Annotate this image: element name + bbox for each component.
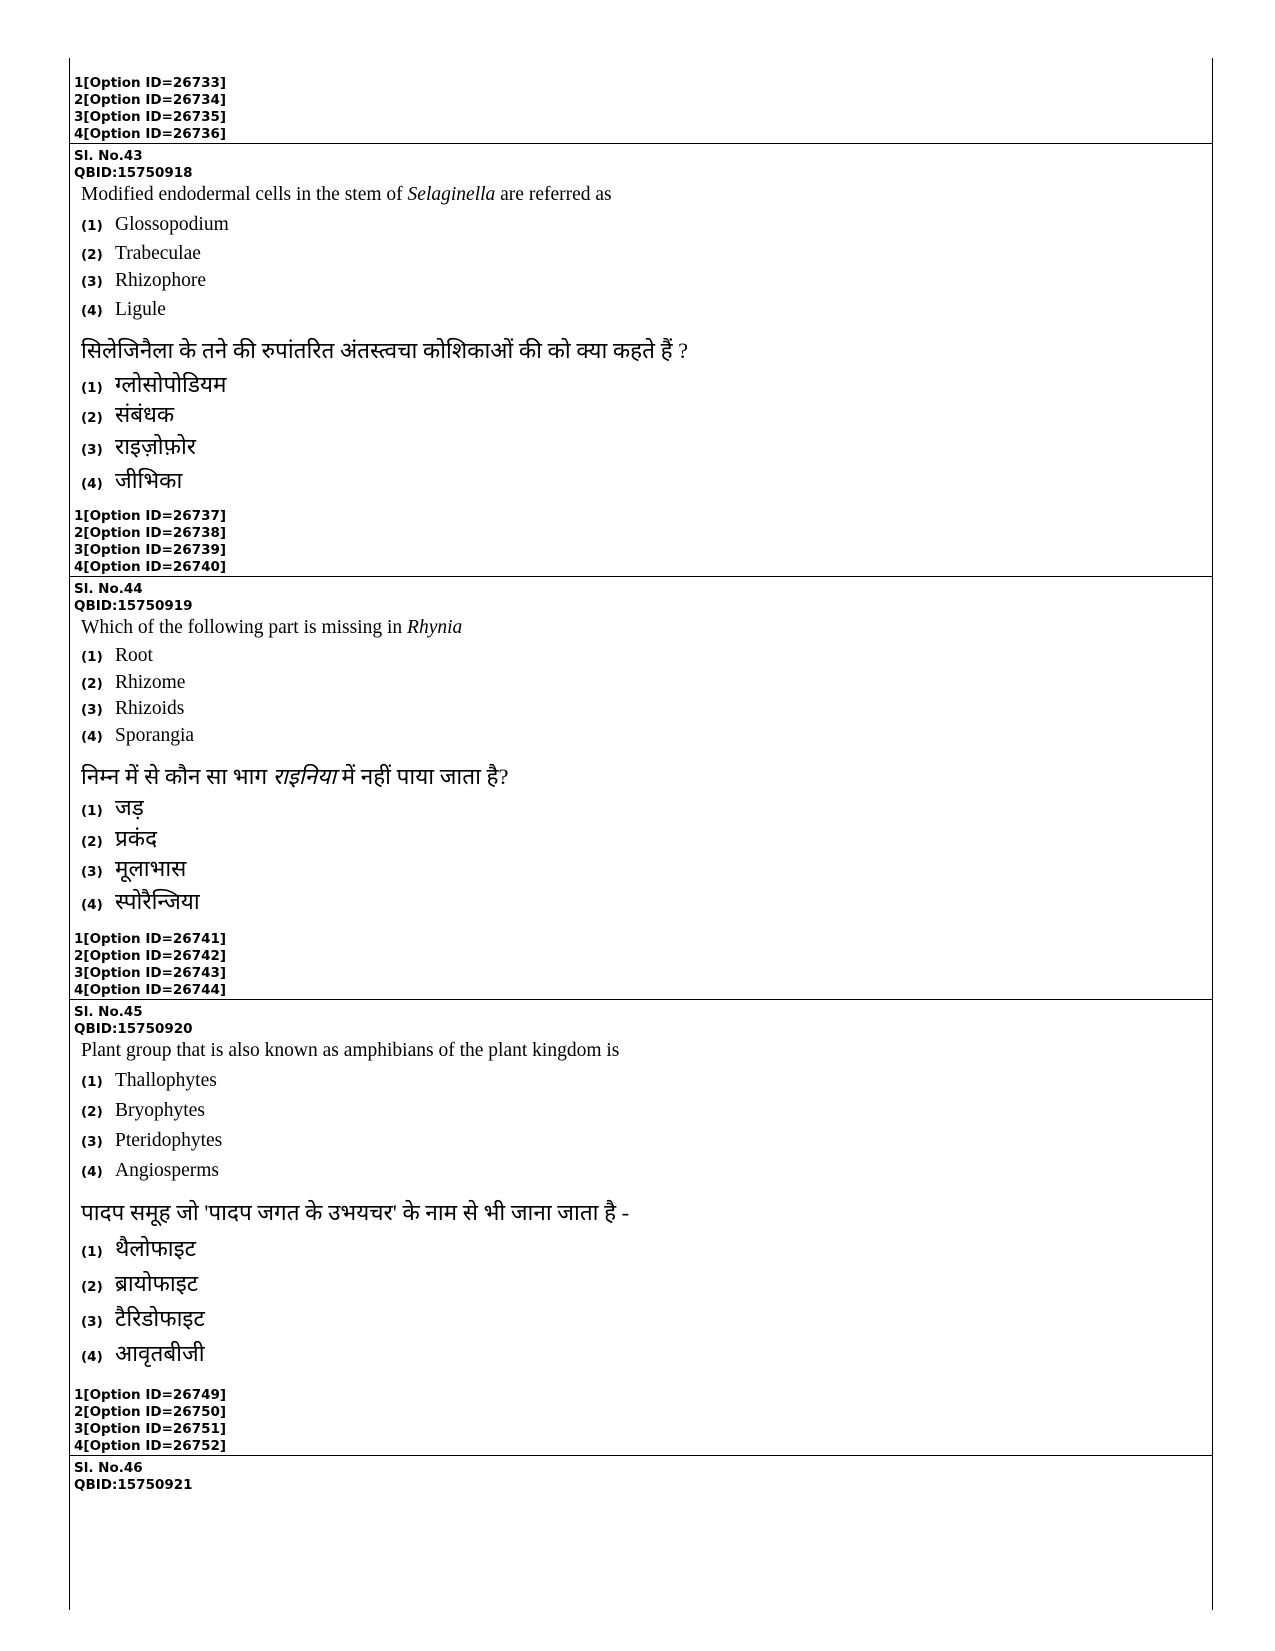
option-number: (1) — [81, 803, 103, 819]
option-id: 3[Option ID=26743] — [74, 965, 227, 981]
text-span: संबंधक — [115, 402, 175, 427]
text-span: राइज़ोफ़ोर — [115, 434, 196, 459]
option-number: (2) — [81, 247, 103, 263]
option-number: (1) — [81, 218, 103, 234]
option-number: (3) — [81, 274, 103, 290]
text-span: Which of the following part is missing in — [81, 617, 408, 638]
option-en-2 — [81, 1100, 205, 1122]
text-span: राइनिया — [272, 764, 337, 789]
serial-number: Sl. No.45 — [74, 1004, 143, 1020]
text-span: Rhizome — [115, 672, 186, 693]
option-number: (3) — [81, 864, 103, 880]
text-span: प्रकंद — [115, 826, 158, 851]
option-id: 3[Option ID=26735] — [74, 109, 227, 125]
text-span: Trabeculae — [115, 243, 201, 264]
text-span: are referred as — [495, 184, 612, 205]
page-frame — [69, 58, 1213, 1610]
text-span: Sporangia — [115, 725, 195, 746]
option-en-1 — [81, 1070, 217, 1092]
option-number: (1) — [81, 649, 103, 665]
option-number: (3) — [81, 442, 103, 458]
option-number: (1) — [81, 1074, 103, 1090]
question-block-43 — [70, 143, 1212, 576]
option-number: (4) — [81, 729, 103, 745]
option-hi-2 — [81, 398, 174, 429]
text-span: Rhizophore — [115, 270, 206, 291]
option-ids — [70, 1387, 226, 1455]
qbid: QBID:15750921 — [74, 1477, 193, 1493]
option-id: 1[Option ID=26733] — [74, 75, 227, 91]
option-number: (4) — [81, 1349, 103, 1365]
option-number: (2) — [81, 834, 103, 850]
text-span: Modified endodermal cells in the stem of — [81, 184, 408, 205]
text-span: स्पोरैन्जिया — [115, 889, 200, 914]
option-number: (3) — [81, 702, 103, 718]
option-number: (4) — [81, 897, 103, 913]
option-id: 2[Option ID=26738] — [74, 525, 227, 541]
question-text-en: Plant group that is also known as amphibians of the plant kingdom is — [81, 1040, 620, 1061]
option-id: 1[Option ID=26737] — [74, 508, 227, 524]
option-en-4 — [81, 1160, 219, 1182]
question-header — [70, 581, 193, 615]
option-id: 1[Option ID=26741] — [74, 931, 227, 947]
text-span: मूलाभास — [115, 856, 187, 881]
option-en-1 — [81, 214, 229, 236]
serial-number: Sl. No.46 — [74, 1460, 143, 1476]
text-span: ब्रायोफाइट — [115, 1271, 199, 1296]
question-text-hi: सिलेजिनैला के तने की रुपांतरित अंतस्त्वचा कोशिकाओं की को क्या कहते हैं ? — [81, 338, 689, 363]
option-hi-3 — [81, 852, 186, 883]
option-id: 4[Option ID=26736] — [74, 126, 227, 142]
text-span: Root — [115, 645, 153, 666]
serial-number: Sl. No.43 — [74, 148, 143, 164]
option-hi-4 — [81, 885, 200, 916]
option-en-4 — [81, 299, 166, 321]
text-span: जड़ — [115, 795, 144, 820]
question-header — [70, 148, 193, 182]
option-id: 4[Option ID=26744] — [74, 982, 227, 998]
text-span: Rhizoids — [115, 698, 185, 719]
option-en-3 — [81, 270, 206, 292]
text-span: Pteridophytes — [115, 1130, 223, 1151]
question-block-44 — [70, 576, 1212, 999]
option-number: (4) — [81, 303, 103, 319]
option-en-4 — [81, 725, 194, 747]
option-en-2 — [81, 243, 201, 265]
option-ids — [70, 508, 226, 576]
text-span: Ligule — [115, 299, 166, 320]
option-hi-2 — [81, 1267, 198, 1298]
option-number: (4) — [81, 1164, 103, 1180]
question-text-hi: पादप समूह जो 'पादप जगत के उभयचर' के नाम से भी जाना जाता है - — [81, 1200, 630, 1225]
option-ids — [70, 931, 226, 999]
text-span: ग्लोसोपोडियम — [115, 372, 227, 397]
text-span: Thallophytes — [115, 1070, 217, 1091]
option-id: 2[Option ID=26742] — [74, 948, 227, 964]
option-number: (2) — [81, 410, 103, 426]
option-id: 1[Option ID=26749] — [74, 1387, 227, 1403]
option-id: 4[Option ID=26752] — [74, 1438, 227, 1454]
option-en-3 — [81, 698, 184, 720]
option-number: (1) — [81, 1244, 103, 1260]
question-text-hi — [81, 760, 508, 791]
question-text-en — [81, 617, 462, 639]
qbid: QBID:15750920 — [74, 1021, 193, 1037]
option-hi-4 — [81, 1337, 205, 1368]
option-hi-2 — [81, 822, 157, 853]
option-number: (3) — [81, 1314, 103, 1330]
question-text-en — [81, 184, 612, 206]
option-id: 2[Option ID=26750] — [74, 1404, 227, 1420]
option-number: (2) — [81, 1104, 103, 1120]
option-hi-1 — [81, 1232, 196, 1263]
option-hi-1 — [81, 791, 144, 822]
option-hi-3 — [81, 430, 196, 461]
option-en-1 — [81, 645, 153, 667]
question-header — [70, 1004, 193, 1038]
text-span: जीभिका — [115, 468, 183, 493]
text-span: आवृतबीजी — [115, 1341, 205, 1366]
text-span: टैरिडोफाइट — [115, 1306, 205, 1331]
text-span: निम्न में से कौन सा भाग — [81, 764, 273, 789]
text-span: Rhynia — [407, 617, 463, 638]
text-span: में नहीं पाया जाता है? — [336, 764, 509, 789]
option-en-3 — [81, 1130, 222, 1152]
text-span: Angiosperms — [115, 1160, 219, 1181]
option-hi-1 — [81, 368, 226, 399]
text-span: Bryophytes — [115, 1100, 205, 1121]
text-span: Glossopodium — [115, 214, 229, 235]
serial-number: Sl. No.44 — [74, 581, 143, 597]
text-span: Selaginella — [407, 184, 496, 205]
option-number: (2) — [81, 1279, 103, 1295]
qbid: QBID:15750918 — [74, 165, 193, 181]
option-id: 3[Option ID=26751] — [74, 1421, 227, 1437]
option-number: (1) — [81, 380, 103, 396]
option-number: (3) — [81, 1134, 103, 1150]
option-id: 4[Option ID=26740] — [74, 559, 227, 575]
option-hi-4 — [81, 464, 182, 495]
question-header — [70, 1460, 193, 1494]
question-block-45 — [70, 999, 1212, 1455]
question-block-46 — [70, 1455, 1212, 1610]
qbid: QBID:15750919 — [74, 598, 193, 614]
option-number: (2) — [81, 676, 103, 692]
option-hi-3 — [81, 1302, 205, 1333]
option-number: (4) — [81, 476, 103, 492]
option-en-2 — [81, 672, 185, 694]
text-span: थैलोफाइट — [115, 1236, 197, 1261]
option-id: 3[Option ID=26739] — [74, 542, 227, 558]
prev-option-ids — [70, 75, 1212, 143]
option-id: 2[Option ID=26734] — [74, 92, 227, 108]
